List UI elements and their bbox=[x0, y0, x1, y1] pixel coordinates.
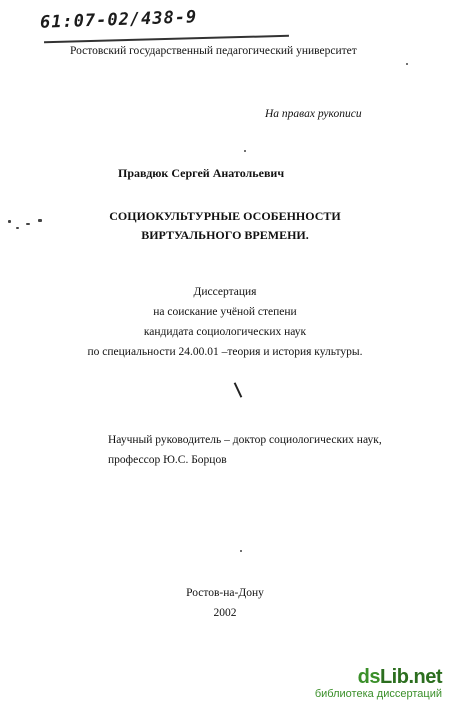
pen-mark bbox=[234, 382, 243, 397]
supervisor-line-2: профессор Ю.С. Борцов bbox=[108, 454, 227, 466]
title-line-2: ВИРТУАЛЬНОГО ВРЕМЕНИ. bbox=[141, 228, 309, 242]
year: 2002 bbox=[213, 607, 237, 619]
rights-note: На правах рукописи bbox=[265, 108, 362, 120]
university-name: Ростовский государственный педагогический университет bbox=[70, 45, 357, 57]
supervisor-block bbox=[108, 430, 382, 470]
dslib-watermark bbox=[315, 667, 442, 701]
author-name: Правдюк Сергей Анатольевич bbox=[118, 166, 285, 180]
scan-speck bbox=[244, 150, 246, 152]
handwritten-catalog-number: 61:07-02/438-9 bbox=[39, 7, 198, 33]
title-line-1: СОЦИОКУЛЬТУРНЫЕ ОСОБЕННОСТИ bbox=[109, 209, 341, 223]
place-and-year bbox=[0, 583, 450, 623]
scan-speck bbox=[38, 219, 42, 222]
city: Ростов-на-Дону bbox=[186, 587, 264, 599]
thesis-description bbox=[0, 282, 450, 362]
thesis-line-2: на соискание учёной степени bbox=[153, 306, 297, 318]
handwritten-underline bbox=[44, 35, 289, 43]
scan-speck bbox=[16, 227, 19, 229]
scan-speck bbox=[240, 550, 242, 552]
thesis-line-3: кандидата социологических наук bbox=[143, 326, 307, 338]
dslib-logo: dsLib.net bbox=[357, 666, 442, 688]
scan-speck bbox=[26, 223, 30, 225]
dslib-subtitle: библиотека диссертаций bbox=[314, 688, 442, 700]
scan-speck bbox=[406, 63, 408, 65]
scan-speck bbox=[8, 220, 11, 223]
supervisor-line-1: Научный руководитель – доктор социологических наук, bbox=[108, 434, 382, 446]
dissertation-title bbox=[0, 207, 450, 245]
thesis-line-4: по специальности 24.00.01 –теория и история культуры. bbox=[87, 346, 363, 358]
thesis-line-1: Диссертация bbox=[193, 286, 257, 298]
